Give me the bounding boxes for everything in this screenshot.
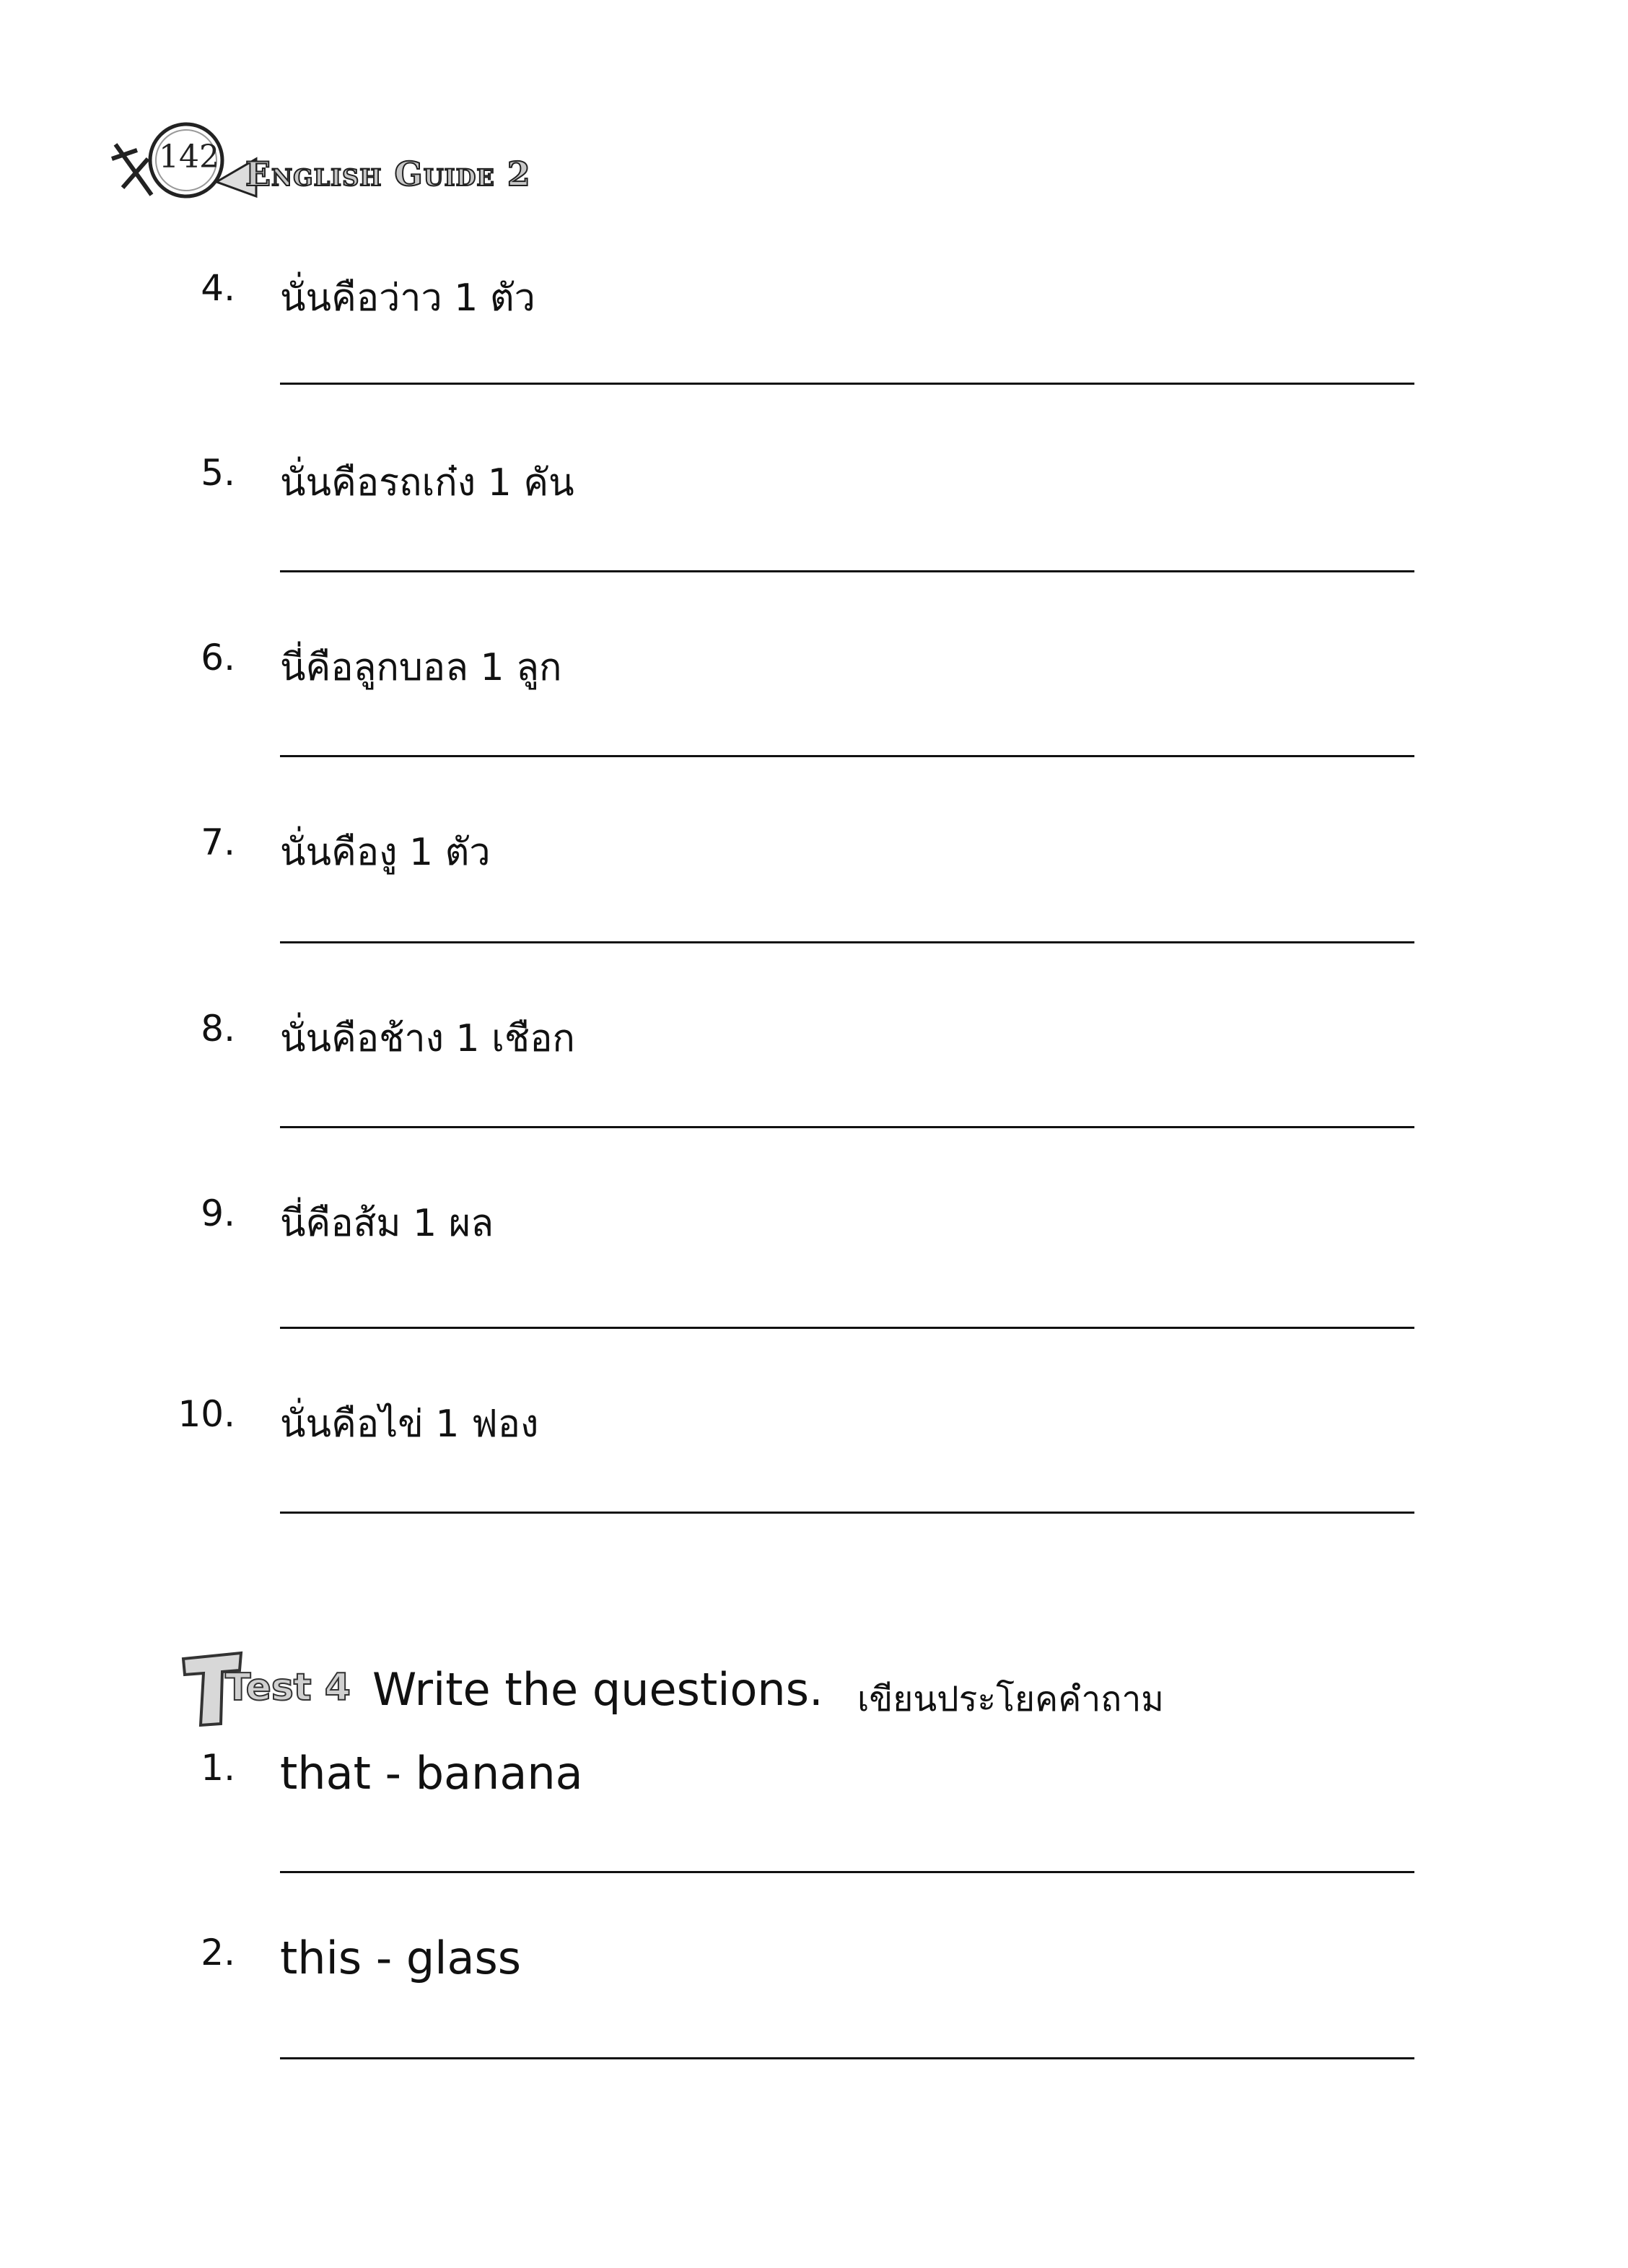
item-text: นั่นคือไข่ 1 ฟอง [280,1403,539,1446]
answer-line[interactable] [280,1327,1414,1329]
instruction-en: Write the questions. [372,1663,823,1716]
item-text: นั่นคืองู 1 ตัว [280,831,491,874]
answer-line[interactable] [280,1512,1414,1514]
answer-line[interactable] [280,755,1414,757]
answer-line[interactable] [280,570,1414,572]
answer-line[interactable] [280,1126,1414,1128]
instruction-th: เขียนประโยคคำถาม [857,1679,1164,1719]
item-text: นี่คือส้ม 1 ผล [280,1202,494,1245]
item-number: 1. [201,1747,235,1789]
test-label: Test 4 [225,1666,351,1709]
item-number: 10. [178,1393,235,1435]
item-number: 5. [201,452,235,494]
item-number: 6. [201,637,235,679]
answer-line[interactable] [280,383,1414,385]
page-header [108,115,613,224]
answer-line[interactable] [280,2057,1414,2059]
item-text: นั่นคือช้าง 1 เชือก [280,1017,575,1060]
item-number: 7. [201,821,235,863]
item-text: นั่นคือว่าว 1 ตัว [280,276,535,320]
test-4-heading [179,1646,1478,1732]
item-text: นั่นคือรถเก๋ง 1 คัน [280,461,574,505]
answer-line[interactable] [280,941,1414,943]
item-number: 8. [201,1008,235,1050]
item-number: 2. [201,1932,235,1973]
item-text: นี่คือลูกบอล 1 ลูก [280,646,562,689]
item-number: 9. [201,1192,235,1234]
item-text: that - banana [280,1747,583,1800]
page-number: 142 [159,139,219,175]
item-number: 4. [201,267,235,309]
item-text: this - glass [280,1932,522,1984]
book-title: English Guide 2 [245,154,531,193]
answer-line[interactable] [280,1871,1414,1873]
